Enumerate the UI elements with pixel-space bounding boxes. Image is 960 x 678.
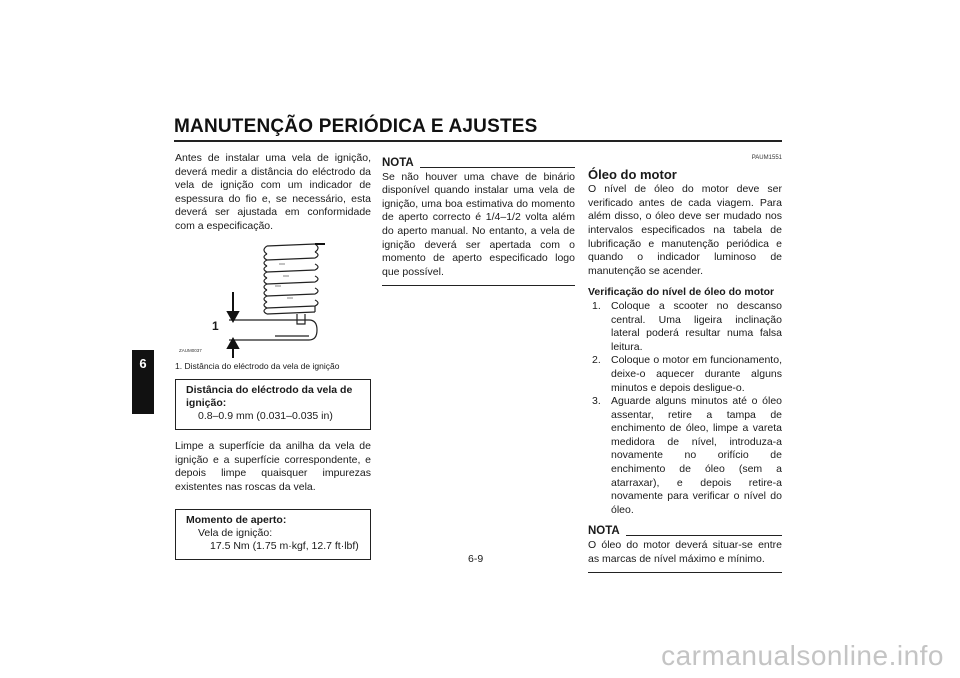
spec-torque-title: Momento de aperto: xyxy=(186,513,287,526)
nota-label: NOTA xyxy=(382,157,414,169)
list-item xyxy=(588,300,782,354)
nota-end-rule-2 xyxy=(588,572,782,573)
spec-torque-item: Vela de ignição: xyxy=(198,526,273,539)
page-number: 6-9 xyxy=(468,553,484,565)
spark-plug-gap-illustration xyxy=(175,240,371,358)
figure-code: ZAUM0037 xyxy=(179,347,202,353)
column-left xyxy=(175,152,371,560)
figure-caption: 1. Distância do eléctrodo da vela de ignição xyxy=(175,360,340,371)
column-right xyxy=(588,152,782,573)
spec-box-gap xyxy=(175,379,371,430)
watermark: carmanualsonline.info xyxy=(661,640,944,671)
spark-plug-figure xyxy=(175,240,371,358)
section-heading: Óleo do motor xyxy=(588,166,677,182)
steps-list xyxy=(588,300,782,518)
spec-torque-value: 17.5 Nm (1.75 m·kgf, 12.7 ft·lbf) xyxy=(210,539,359,552)
nota-header-2 xyxy=(588,525,782,539)
step-text: Coloque o motor em funcionamento, deixe-o aquecer durante alguns minutos e depois desligue-o. xyxy=(611,354,782,394)
step-text: Coloque a scooter no descanso central. Uma ligeira inclinação lateral poderá resultar numa falsa leitura. xyxy=(611,299,782,353)
nota-label-2: NOTA xyxy=(588,525,620,538)
nota-rule-2 xyxy=(626,535,782,536)
engine-oil-intro: O nível de óleo do motor deve ser verificado antes de cada viagem. Para além disso, o óleo deve ser mudado nos intervalos especificados na tabela de lubrificação e manutenção periódica e quando o indicador luminoso de manutenção se acender. xyxy=(588,183,782,277)
nota-text-2: O óleo do motor deverá situar-se entre as marcas de nível máximo e mínimo. xyxy=(588,539,782,565)
nota-text: Se não houver uma chave de binário disponível quando instalar uma vela de ignição, uma boa estimativa do momento de aperto correcto é 1/4–1/2 volta além do aperto manual. No entanto, a vela de ignição deverá ser apertada com o momento de aperto especificado logo que possível. xyxy=(382,170,575,278)
spec-box-torque xyxy=(175,509,371,560)
title-rule xyxy=(174,140,782,142)
sub-heading: Verificação do nível de óleo do motor xyxy=(588,286,775,299)
step-text: Aguarde alguns minutos até o óleo assentar, retire a tampa de enchimento de óleo, limpe a vareta medidora de nível, introduza-a novamente no orifício de enchimento de óleo (sem a atarraxar), e depois retire-a novamente para verificar o nível do óleo. xyxy=(611,395,782,516)
spec-gap-title: Distância do eléctrodo da vela de ignição: xyxy=(186,384,353,410)
spark-plug-intro: Antes de instalar uma vela de ignição, deverá medir a distância do eléctrodo da vela de ignição com um indicador de espessura do fio e, se necessário, esta deverá ser ajustada em conformidade com a especificação. xyxy=(175,152,371,232)
step-number: 3. xyxy=(592,395,601,408)
section-ref-code: PAUM1551 xyxy=(751,155,782,161)
list-item xyxy=(588,354,782,395)
column-middle xyxy=(382,155,575,286)
page-title: MANUTENÇÃO PERIÓDICA E AJUSTES xyxy=(174,116,538,137)
step-number: 1. xyxy=(592,299,601,312)
figure-callout: 1 xyxy=(212,318,219,333)
nota-header xyxy=(382,157,575,171)
nota-end-rule xyxy=(382,285,575,286)
spec-gap-value: 0.8–0.9 mm (0.031–0.035 in) xyxy=(198,410,333,423)
nota-rule xyxy=(420,167,575,168)
chapter-tab: 6 xyxy=(132,350,154,414)
step-number: 2. xyxy=(592,354,601,367)
clean-instructions: Limpe a superfície da anilha da vela de ignição e a superfície correspondente, e depois limpe quaisquer impurezas existentes nas roscas da vela. xyxy=(175,440,371,493)
list-item xyxy=(588,395,782,517)
